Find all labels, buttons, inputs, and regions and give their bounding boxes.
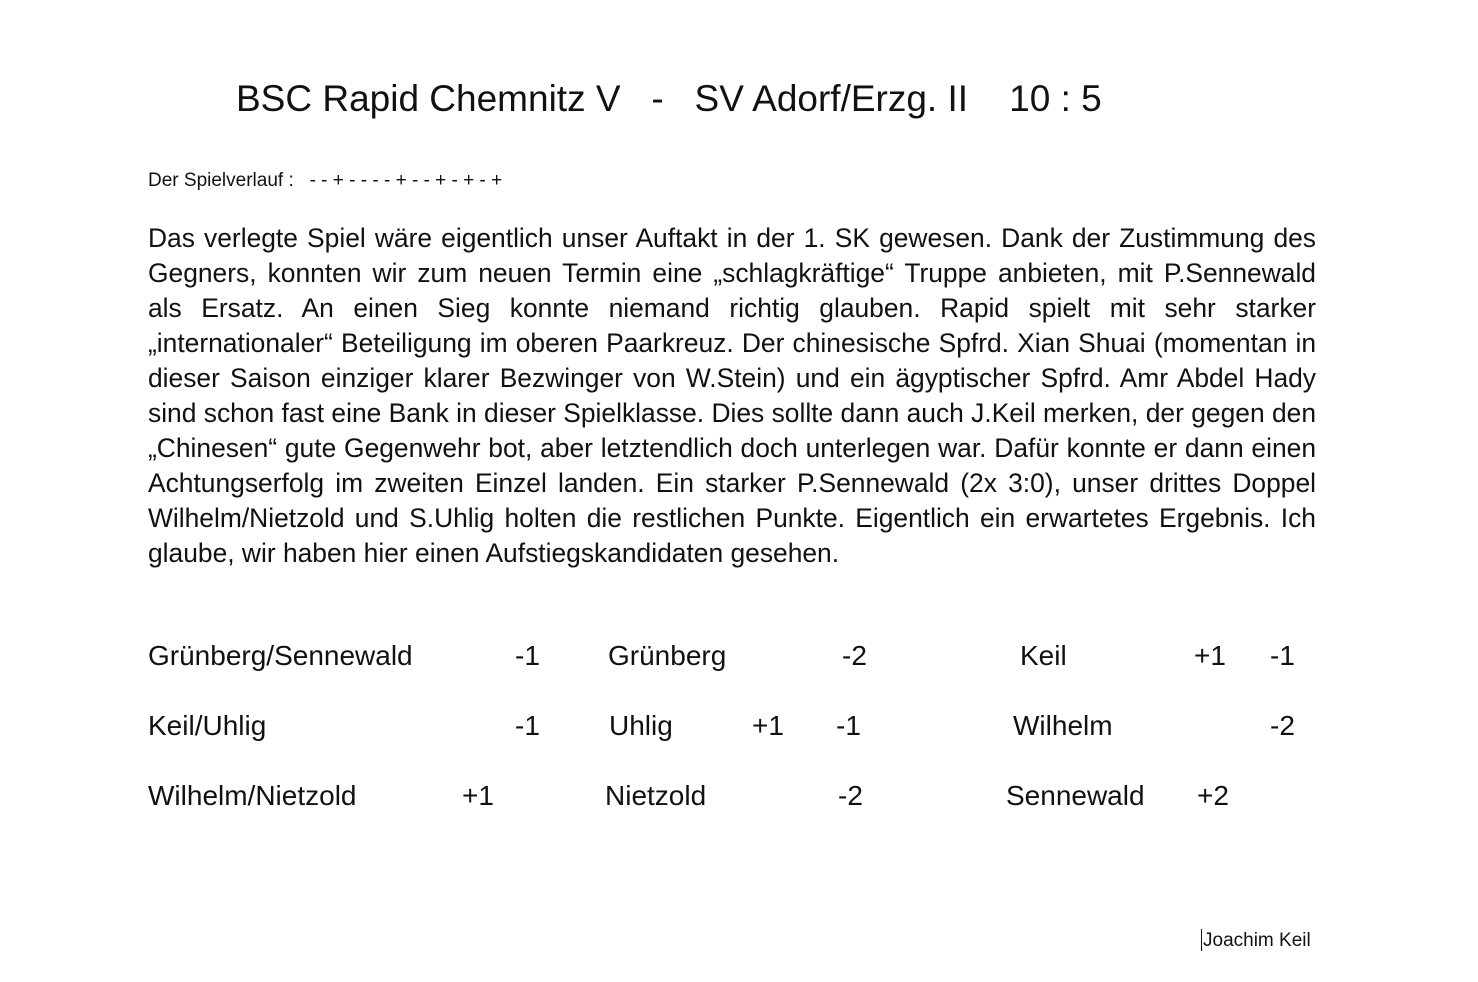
game-progress-sequence: - - + - - - - + - - + - + - + (309, 170, 503, 191)
singles-right-name: Wilhelm (1013, 710, 1113, 741)
doubles-win: +1 (462, 780, 494, 811)
singles-right-loss: -2 (1270, 710, 1295, 741)
singles-middle-name: Uhlig (609, 710, 673, 741)
doubles-name: Wilhelm/Nietzold (148, 780, 357, 811)
singles-right-name: Keil (1020, 640, 1067, 671)
match-report: Das verlegte Spiel wäre eigentlich unser Auftakt in der 1. SK gewesen. Dank der Zustimmung des Gegners, konnten wir zum neuen Termin eine „schlagkräftige“ Truppe anbieten, mit P.Sennewald als Ersatz. An einen Sieg konnte niemand richtig glauben. Rapid spielt mit sehr starker „internationaler“ Beteiligung im oberen Paarkreuz. Der chinesische Spfrd. Xian Shuai (momentan in dieser Saison einziger klarer Bezwinger von W.Stein) und ein ägyptischer Spfrd. Amr Abdel Hady sind schon fast eine Bank in dieser Spielklasse. Dies sollte dann auch J.Keil merken, der gegen den „Chinesen“ gute Gegenwehr bot, aber letztendlich doch unterlegen war. Dafür konnte er dann einen Achtungserfolg im zweiten Einzel landen. Ein starker P.Sennewald (2x 3:0), unser drittes Doppel Wilhelm/Nietzold und S.Uhlig holten die restlichen Punkte. Eigentlich ein erwartetes Ergebnis. Ich glaube, wir haben hier einen Aufstiegskandidaten gesehen. (148, 223, 1316, 568)
doubles-name: Keil/Uhlig (148, 710, 267, 741)
singles-middle-loss: -1 (836, 710, 861, 741)
doubles-loss: -1 (515, 640, 540, 671)
singles-middle-name: Nietzold (605, 780, 707, 811)
game-progress-label: Der Spielverlauf : (148, 170, 294, 191)
singles-right-win: +2 (1197, 780, 1229, 811)
singles-middle-name: Grünberg (608, 640, 727, 671)
singles-right-name: Sennewald (1006, 780, 1145, 811)
doubles-name: Grünberg/Sennewald (148, 640, 413, 671)
author-signature (1201, 929, 1311, 952)
singles-right-win: +1 (1194, 640, 1226, 671)
singles-middle-loss: -2 (838, 780, 863, 811)
doubles-loss: -1 (515, 710, 540, 741)
author-name: Joachim Keil (1203, 930, 1311, 951)
match-title: BSC Rapid Chemnitz V - SV Adorf/Erzg. II 10 : 5 (236, 78, 1102, 119)
game-progress (148, 170, 502, 192)
singles-right-loss: -1 (1270, 640, 1295, 671)
text-cursor (1201, 929, 1202, 951)
singles-middle-win: +1 (752, 710, 784, 741)
singles-middle-loss: -2 (842, 640, 867, 671)
